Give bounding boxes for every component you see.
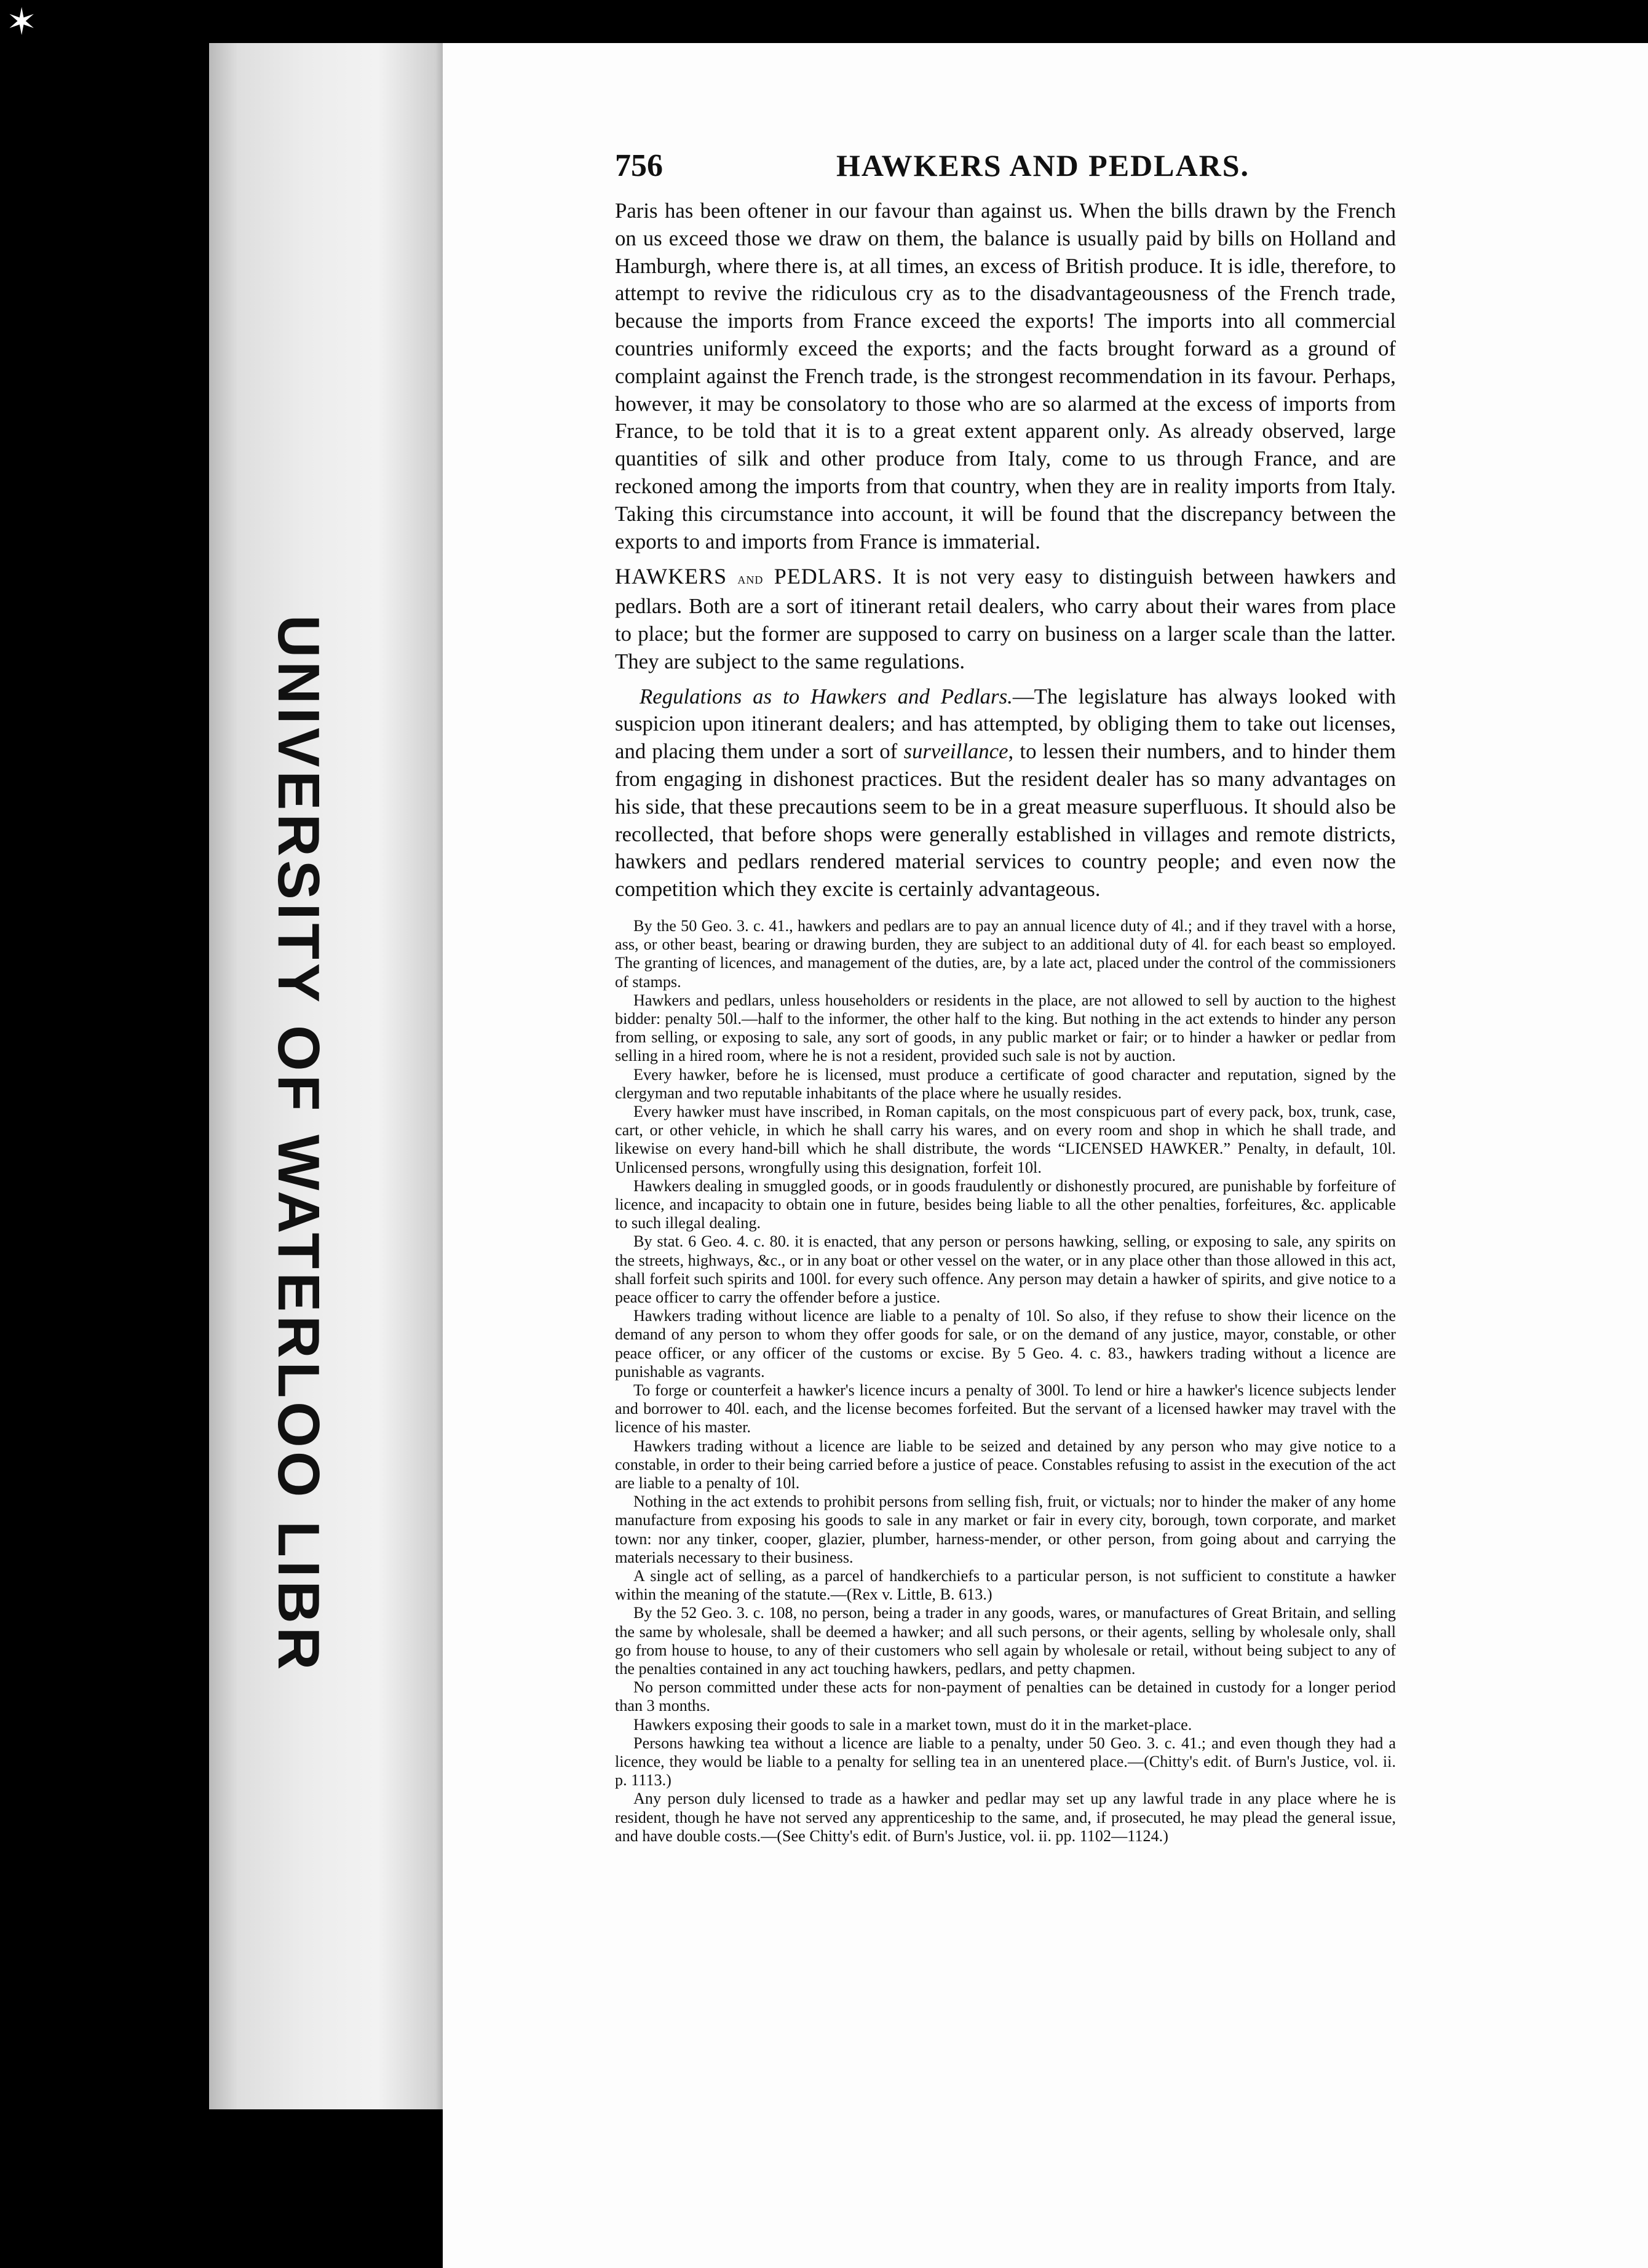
note-paragraph: Every hawker, before he is licensed, must produce a certificate of good character and reputation, signed by the clergyman and two reputable inhabitants of the place where he usually resides.: [615, 1065, 1396, 1102]
paragraph-regulations: [615, 683, 1396, 903]
page-header: [615, 148, 1396, 184]
heading-word-and: and: [737, 569, 764, 588]
regulations-surveillance: surveillance: [903, 739, 1008, 764]
note-paragraph: Nothing in the act extends to prohibit persons from selling fish, fruit, or victuals; nor to hinder the maker of any home manufacture from exposing his goods to sale in any market or fair in every city, borough, town corporate, and market town: nor any tinker, cooper, glazier, plumber, harness-mender, or other person, from going about and carrying the materials necessary to their business.: [615, 1493, 1396, 1566]
corner-mark: ✶: [6, 1, 38, 44]
paragraph-hawkers-intro: [615, 563, 1396, 675]
note-paragraph: Hawkers trading without licence are liable to a penalty of 10l. So also, if they refuse to show their licence on the demand of any person to whom they offer goods for sale, or on the demand of any justice, mayor, constable, or other peace officer, or any officer of the customs or excise. By 5 Geo. 4. c. 83., hawkers trading without a licence are punishable as vagrants.: [615, 1307, 1396, 1381]
note-paragraph: Persons hawking tea without a licence are liable to a penalty, under 50 Geo. 3. c. 41.; and even though they had a licence, they would be liable to a penalty for selling tea in an unentered place.—(Chitty's edit. of Burn's Justice, vol. ii. p. 1113.): [615, 1734, 1396, 1790]
note-paragraph: A single act of selling, as a parcel of handkerchiefs to a particular person, is not sufficient to constitute a hawker within the meaning of the statute.—(Rex v. Little, B. 613.): [615, 1567, 1396, 1604]
note-paragraph: Hawkers trading without a licence are liable to be seized and detained by any person who may give notice to a constable, in order to their being carried before a justice of peace. Constables refusing to assist in the execution of the act are liable to a penalty of 10l.: [615, 1437, 1396, 1493]
regulations-text-b: , to lessen their numbers, and to hinder them from engaging in dishonest practices. But the resident dealer has so many advantages on his side, that these precautions seem to be in a great measure superfluous. It should also be recollected, that before shops were generally established in villages and remote districts, hawkers and pedlars rendered material services to country people; and even now the competition which they excite is certainly advantageous.: [615, 739, 1396, 902]
running-head: HAWKERS AND PEDLARS.: [836, 148, 1250, 183]
notes-section: [615, 917, 1396, 1846]
section-intro-text: It is not very easy to distinguish between hawkers and pedlars. Both are a sort of itinerant retail dealers, who carry about their wares from place to place; but the former are supposed to carry on business on a larger scale than the latter. They are subject to the same regulations.: [615, 565, 1396, 673]
note-paragraph: Any person duly licensed to trade as a hawker and pedlar may set up any lawful trade in any place where he is resident, though he have not served any apprenticeship to the same, and, if prosecuted, he may plead the general issue, and have double costs.—(See Chitty's edit. of Burn's Justice, vol. ii. pp. 1102—1124.): [615, 1790, 1396, 1845]
subheading-regulations: Regulations as to Hawkers and Pedlars.: [640, 684, 1013, 708]
note-paragraph: Every hawker must have inscribed, in Roman capitals, on the most conspicuous part of every pack, box, trunk, case, cart, or other vehicle, in which he shall carry his wares, and on every room and shop in which he shall trade, and likewise on every hand-bill which he shall distribute, the words “LICENSED HAWKER.” Penalty, in default, 10l. Unlicensed persons, wrongfully using this designation, forfeit 10l.: [615, 1102, 1396, 1176]
section-heading: [615, 564, 883, 589]
text-block: [615, 148, 1396, 1846]
note-paragraph: Hawkers exposing their goods to sale in a market town, must do it in the market-place.: [633, 1715, 1192, 1734]
note-paragraph: By the 52 Geo. 3. c. 108, no person, being a trader in any goods, wares, or manufactures of Great Britain, and selling the same by wholesale, shall be deemed a hawker; and all such persons, or their agents, selling by wholesale only, shall go from house to house, to any of their customers who sell again by wholesale or retail, without being subject to any of the penalties contained in any act touching hawkers, pedlars, and petty chapmen.: [615, 1604, 1396, 1678]
heading-word-hawkers: HAWKERS: [615, 564, 727, 589]
library-stamp: UNIVERSITY OF WATERLOO LIBR: [266, 615, 331, 1674]
book-page: [443, 43, 1648, 2268]
note-paragraph: Hawkers dealing in smuggled goods, or in goods fraudulently or dishonestly procured, are punishable by forfeiture of licence, and incapacity to obtain one in future, besides being liable to all the other penalties, forfeitures, &c. applicable to such illegal dealing.: [615, 1176, 1396, 1232]
note-paragraph: By the 50 Geo. 3. c. 41., hawkers and pedlars are to pay an annual licence duty of 4l.; and if they travel with a horse, ass, or other beast, bearing or drawing burden, they are subject to an additional duty of 4l. for each beast so employed. The granting of licences, and management of the duties, are, by a late act, placed under the control of the commissioners of stamps.: [615, 916, 1396, 991]
note-paragraph: Hawkers and pedlars, unless householders or residents in the place, are not allowed to sell by auction to the highest bidder: penalty 50l.—half to the informer, the other half to the king. But nothing in the act extends to hinder any person from selling, or exposing to sale, any sort of goods, in any public market or fair; or to hinder a hawker or pedlar from selling in a hired room, where he is not a resident, provided such sale is not by auction.: [615, 991, 1396, 1065]
note-paragraph: No person committed under these acts for non-payment of penalties can be detained in custody for a longer period than 3 months.: [615, 1678, 1396, 1715]
note-paragraph: To forge or counterfeit a hawker's licence incurs a penalty of 300l. To lend or hire a hawker's licence subjects lender and borrower to 40l. each, and the license becomes forfeited. But the servant of a licensed hawker may travel with the licence of his master.: [615, 1381, 1396, 1437]
page-number: 756: [615, 148, 663, 183]
paragraph-france-trade: Paris has been oftener in our favour than against us. When the bills drawn by the French on us exceed those we draw on them, the balance is usually paid by bills on Holland and Hamburgh, where there is, at all times, an excess of British produce. It is idle, therefore, to attempt to revive the ridiculous cry as to the disadvantageousness of the French trade, because the imports from France exceed the exports! The imports into all commercial countries uniformly exceed the exports; and the facts brought forward as a ground of complaint against the French trade, is the strongest recommendation in its favour. Perhaps, however, it may be consolatory to those who are so alarmed at the excess of imports from France, to be told that it is to a great extent apparent only. As already observed, large quantities of silk and other produce from Italy, come to us through France, and are reckoned among the imports from that country, when they are in reality imports from Italy. Taking this circumstance into account, it will be found that the discrepancy between the exports to and imports from France is immaterial.: [615, 199, 1396, 553]
note-paragraph: By stat. 6 Geo. 4. c. 80. it is enacted, that any person or persons hawking, selling, or exposing to sale, any spirits on the streets, highways, &c., or in any boat or other vessel on the water, or in any place other than those allowed in this act, shall forfeit such spirits and 100l. for every such offence. Any person may detain a hawker of spirits, and give notice to a peace officer to carry the offender before a justice.: [615, 1232, 1396, 1306]
regulations-text-a: —The legislature has always looked with suspicion upon itinerant dealers; and has attempted, by obliging them to take out licenses, and placing them under a sort of: [615, 684, 1396, 764]
heading-word-pedlars: PEDLARS.: [774, 564, 883, 589]
